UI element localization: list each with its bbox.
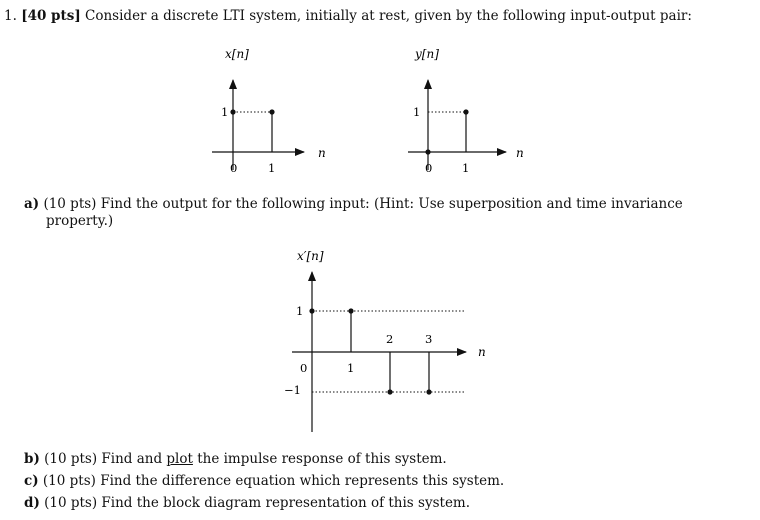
- part-c-text: (10 pts) Find the difference equation which represents this system.: [42, 473, 505, 489]
- plot-y-axis-label: n: [516, 146, 524, 160]
- plot-y-tick-0: 0: [425, 161, 433, 175]
- plot-x-point-1: [269, 109, 274, 114]
- plot-xprime-tick-m1: −1: [284, 383, 301, 397]
- plot-xprime-point-3: [426, 389, 431, 394]
- part-a-cont: [46, 213, 113, 229]
- plot-x-tick-n1: 1: [268, 161, 276, 175]
- problem-number: 1.: [4, 8, 17, 24]
- plot-xprime-label: x′[n]: [297, 249, 324, 263]
- part-a: [24, 196, 683, 212]
- plot-x-tick-1: 1: [221, 105, 229, 119]
- plot-xprime-tick-0: 0: [300, 361, 308, 375]
- part-a-text: (10 pts) Find the output for the following input: (Hint: Use superposition and time invariance: [43, 196, 683, 212]
- plot-xprime: [284, 249, 486, 432]
- problem-text: Consider a discrete LTI system, initially at rest, given by the following input-output pair:: [85, 8, 692, 24]
- part-c-letter: c): [24, 473, 39, 489]
- part-b-text-pre: (10 pts) Find and: [44, 451, 167, 467]
- part-a-letter: a): [24, 196, 40, 212]
- problem-points: [40 pts]: [21, 8, 81, 24]
- plot-y-label: y[n]: [415, 47, 439, 61]
- plot-x-axis-label: n: [318, 146, 326, 160]
- plot-y-point-0: [425, 149, 430, 154]
- part-d-letter: d): [24, 495, 40, 511]
- plot-xprime-point-0: [309, 308, 314, 313]
- plot-xprime-point-2: [387, 389, 392, 394]
- plot-y-tick-1: 1: [413, 105, 421, 119]
- part-d: [24, 495, 470, 511]
- plot-x-tick-0: 0: [230, 161, 238, 175]
- plot-y-point-1: [463, 109, 468, 114]
- plot-xprime-tick-n3: 3: [425, 332, 433, 346]
- plot-y-tick-n1: 1: [462, 161, 470, 175]
- part-b: [24, 451, 447, 467]
- plot-xprime-tick-1: 1: [296, 304, 304, 318]
- plot-x: [212, 47, 326, 175]
- plot-xprime-point-1: [348, 308, 353, 313]
- part-b-text-underlined: plot: [166, 451, 193, 467]
- plot-xprime-tick-n2: 2: [386, 332, 394, 346]
- plot-y: [408, 47, 524, 175]
- plot-x-point-0: [230, 109, 235, 114]
- part-d-text: (10 pts) Find the block diagram representation of this system.: [44, 495, 471, 511]
- plot-x-label: x[n]: [225, 47, 249, 61]
- plot-xprime-axis-label: n: [478, 345, 486, 359]
- part-b-text-post: the impulse response of this system.: [192, 451, 447, 467]
- part-b-letter: b): [24, 451, 40, 467]
- part-c: [24, 473, 504, 489]
- part-a-text2: property.): [46, 213, 114, 229]
- plot-xprime-tick-n1: 1: [347, 361, 355, 375]
